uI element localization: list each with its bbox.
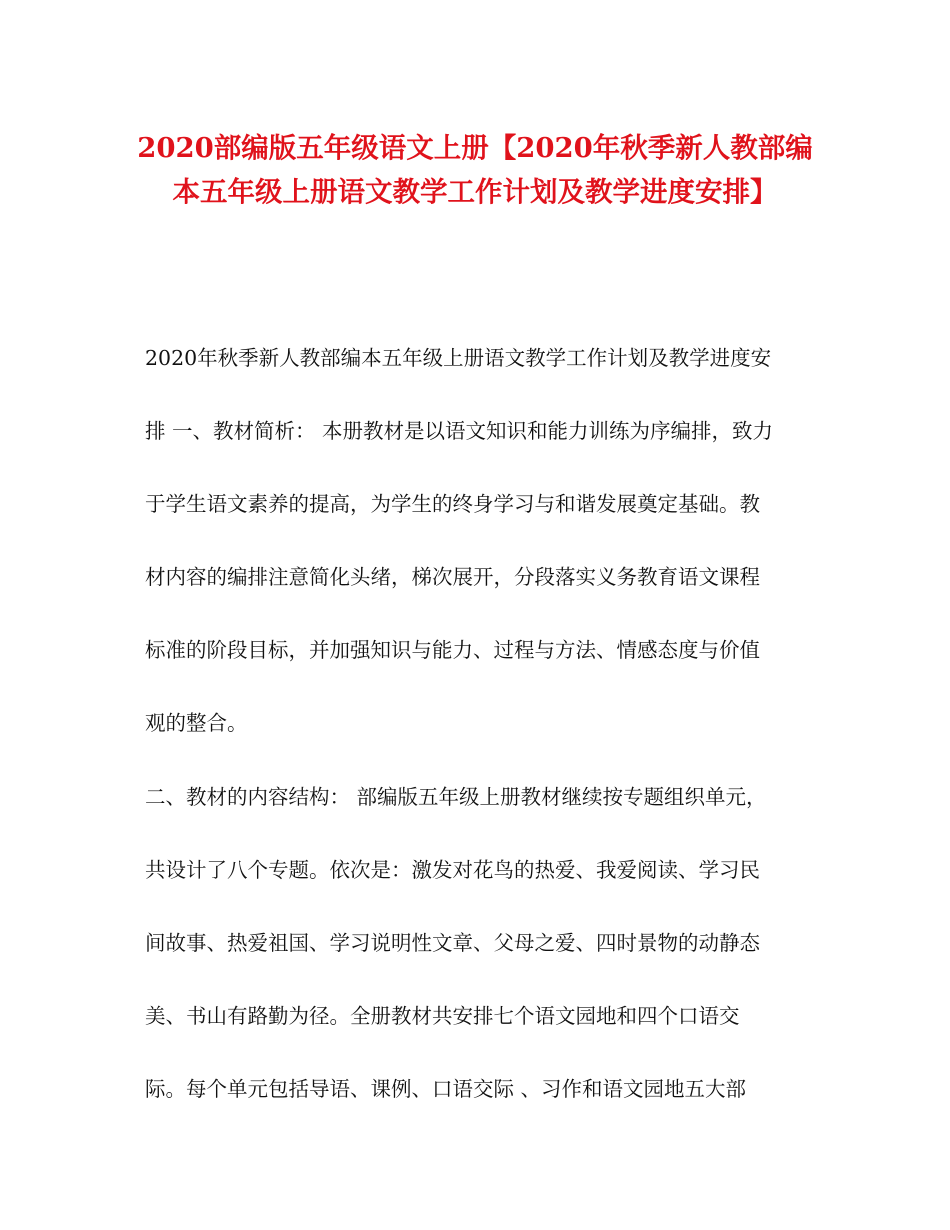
body-line: 二、教材的内容结构： 部编版五年级上册教材继续按专题组织单元， bbox=[145, 784, 767, 809]
title-line: 2020部编版五年级语文上册【2020年秋季新人教部编 bbox=[137, 132, 813, 164]
body-line: 观的整合。 bbox=[145, 711, 248, 736]
body-line: 材内容的编排注意简化头绪，梯次展开，分段落实义务教育语文课程 bbox=[145, 565, 760, 590]
body-line: 排 一、教材简析： 本册教材是以语文知识和能力训练为序编排，致力 bbox=[145, 419, 774, 444]
document-body bbox=[145, 338, 815, 1142]
body-line: 于学生语文素养的提高，为学生的终身学习与和谐发展奠定基础。教 bbox=[145, 492, 760, 517]
body-line: 共设计了八个专题。依次是：激发对花鸟的热爱、我爱阅读、学习民 bbox=[145, 857, 760, 882]
document-title bbox=[130, 126, 820, 214]
body-line: 2020年秋季新人教部编本五年级上册语文教学工作计划及教学进度安 bbox=[145, 346, 772, 370]
body-line: 际。每个单元包括导语、课例、口语交际 、习作和语文园地五大部 bbox=[145, 1076, 747, 1101]
body-line: 标准的阶段目标，并加强知识与能力、过程与方法、情感态度与价值 bbox=[145, 638, 760, 663]
body-line: 美、书山有路勤为径。全册教材共安排七个语文园地和四个口语交 bbox=[145, 1003, 740, 1028]
title-line: 本五年级上册语文教学工作计划及教学进度安排】 bbox=[172, 176, 778, 208]
body-line: 间故事、热爱祖国、学习说明性文章、父母之爱、四时景物的动静态 bbox=[145, 930, 760, 955]
